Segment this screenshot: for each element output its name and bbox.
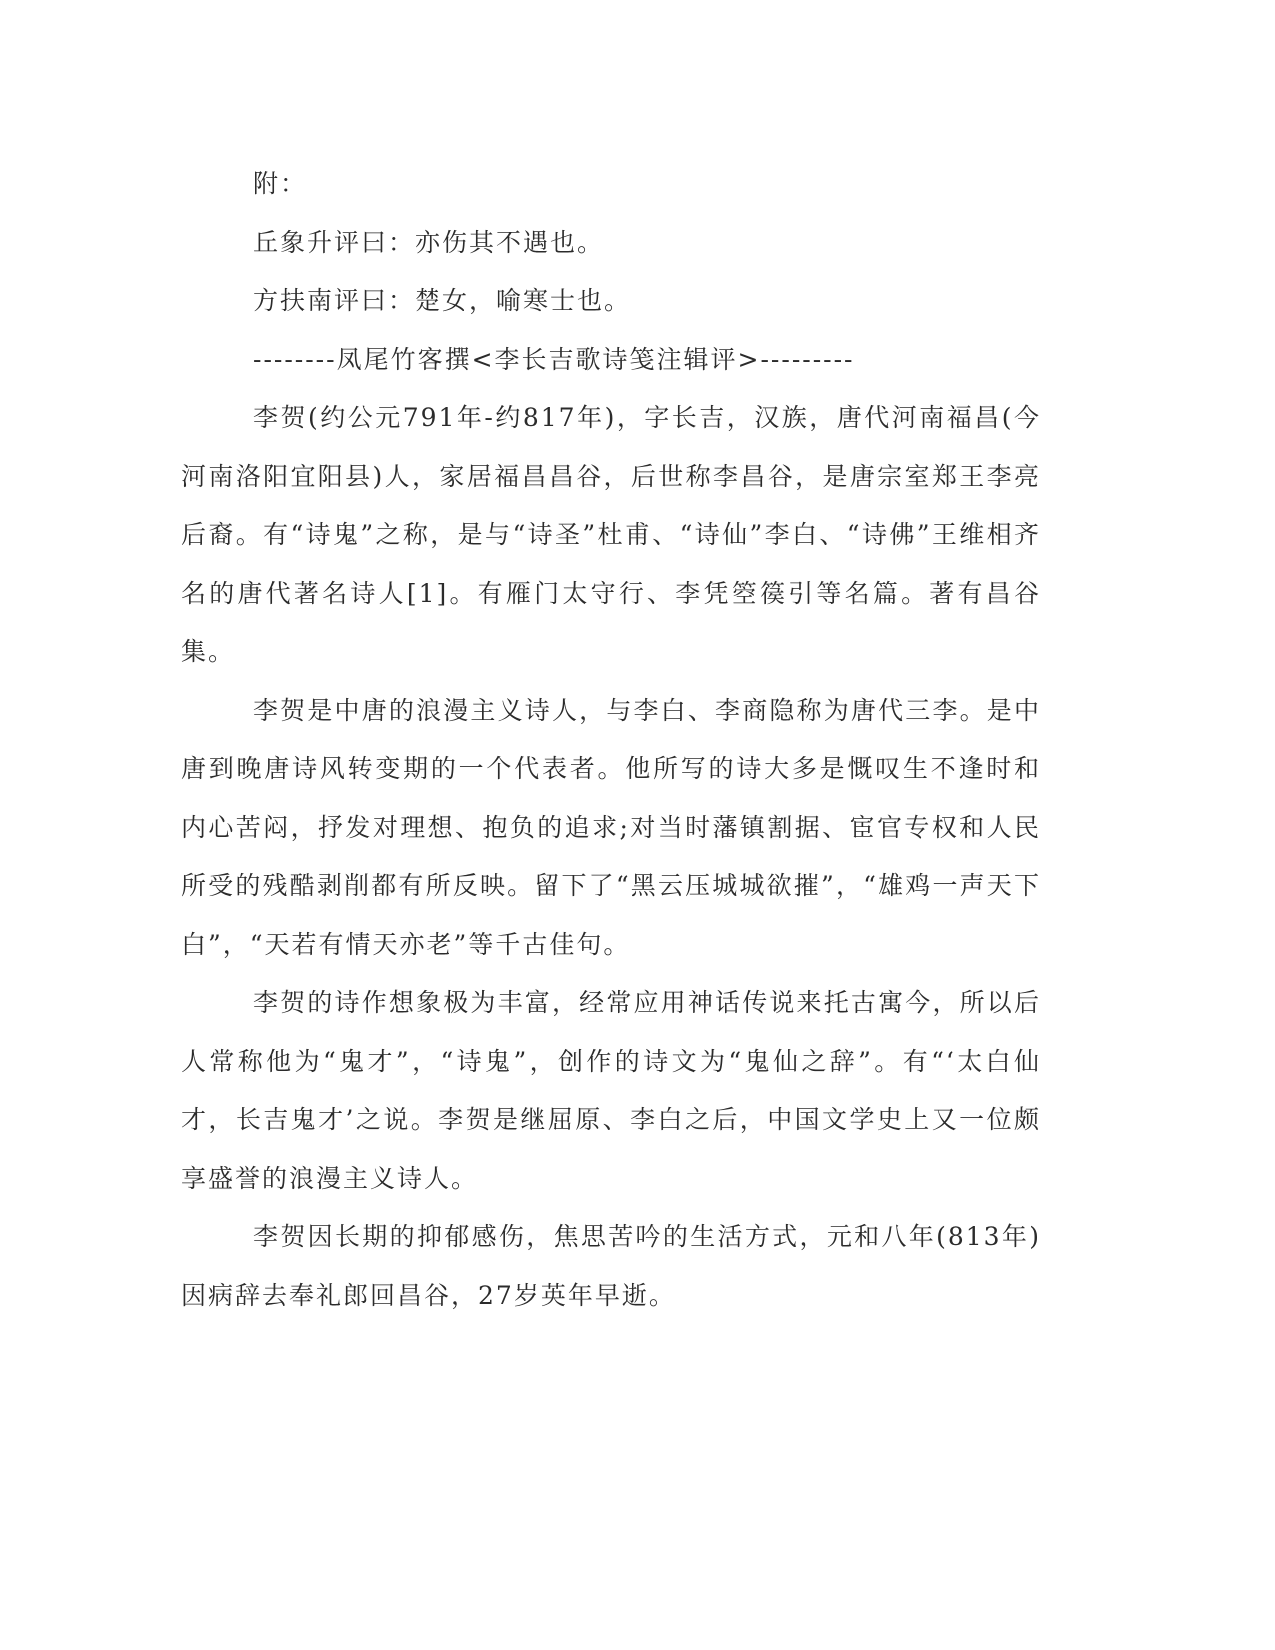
comment-qiu-xiangsheng: 丘象升评曰：亦伤其不遇也。 — [253, 227, 605, 257]
source-attribution: --------凤尾竹客撰<李长吉歌诗笺注辑评>--------- — [253, 344, 855, 374]
paragraph-biography: 李贺(约公元791年-约817年)，字长吉，汉族，唐代河南福昌(今河南洛阳宜阳县)人，家居福昌昌谷，后世称李昌谷，是唐宗室郑王李亮后裔。有“诗鬼”之称，是与“诗圣”杜甫、“诗仙”李白、“诗佛”王维相齐名的唐代著名诗人[1]。有雁门太守行、李凭箜篌引等名篇。著有昌谷集。 — [181, 403, 1041, 666]
paragraph-poetic-style: 李贺是中唐的浪漫主义诗人，与李白、李商隐称为唐代三李。是中唐到晚唐诗风转变期的一个代表者。他所写的诗大多是慨叹生不逢时和内心苦闷，抒发对理想、抱负的追求;对当时藩镇割据、宦官专权和人民所受的残酷剥削都有所反映。留下了“黑云压城城欲摧”，“雄鸡一声天下白”，“天若有情天亦老”等千古佳句。 — [181, 695, 1041, 959]
document-body — [181, 155, 1041, 1325]
comment-fang-funan: 方扶南评曰：楚女，喻寒士也。 — [253, 286, 632, 315]
paragraph-death: 李贺因长期的抑郁感伤，焦思苦吟的生活方式，元和八年(813年)因病辞去奉礼郎回昌谷，27岁英年早逝。 — [181, 1222, 1041, 1310]
paragraph-imagination: 李贺的诗作想象极为丰富，经常应用神话传说来托古寓今，所以后人常称他为“鬼才”，“诗鬼”，创作的诗文为“鬼仙之辞”。有“‘太白仙才，长吉鬼才’之说。李贺是继屈原、李白之后，中国文学史上又一位颇享盛誉的浪漫主义诗人。 — [181, 988, 1041, 1193]
appendix-label: 附： — [253, 169, 308, 198]
